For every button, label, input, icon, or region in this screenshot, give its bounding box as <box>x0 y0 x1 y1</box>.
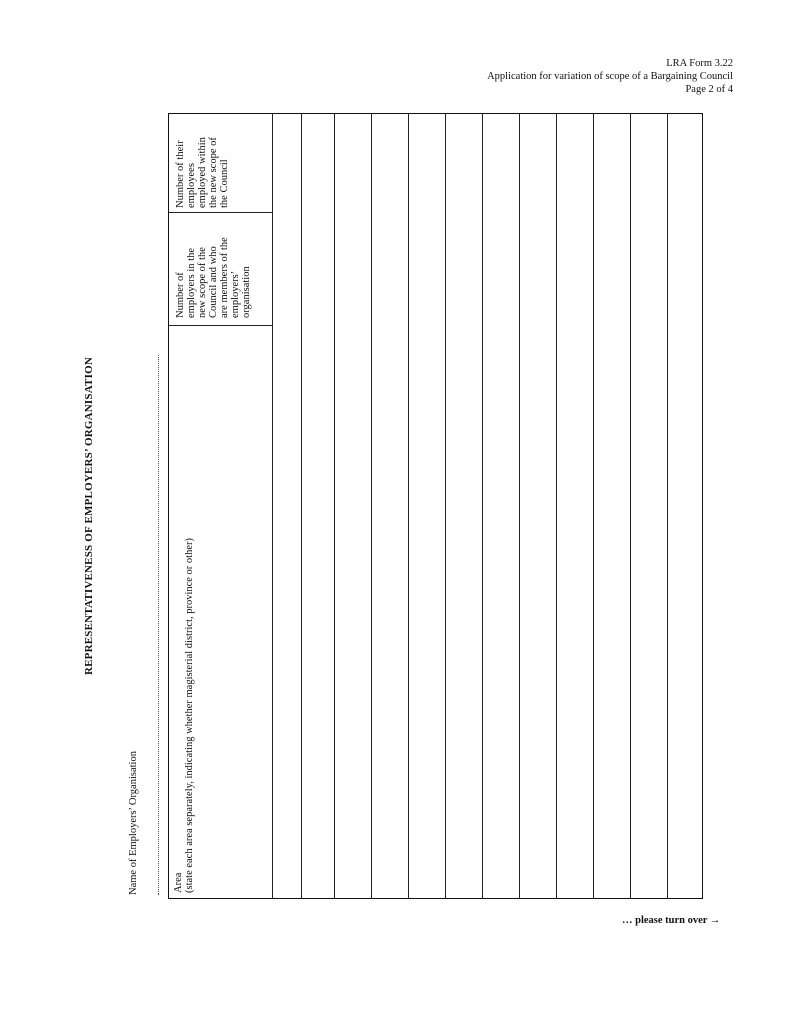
employers-header-line: employers’ <box>230 270 241 318</box>
column-divider <box>371 114 372 898</box>
area-header-title: Area <box>173 872 184 893</box>
page-number: Page 2 of 4 <box>685 84 733 95</box>
org-name-label: Name of Employers’ Organisation <box>128 751 139 895</box>
employers-header-line: Council and who <box>208 246 219 318</box>
column-divider <box>272 114 273 898</box>
column-divider <box>667 114 668 898</box>
page-title: REPRESENTATIVENESS OF EMPLOYERS’ ORGANISATION <box>83 357 95 675</box>
employees-column-header <box>175 116 230 208</box>
column-divider <box>334 114 335 898</box>
form-title: Application for variation of scope of a Bargaining Council <box>487 71 733 82</box>
turn-over-note: … please turn over → <box>622 915 721 926</box>
column-divider <box>445 114 446 898</box>
employees-header-line: employed within <box>197 137 208 208</box>
org-name-field[interactable] <box>148 355 159 895</box>
employees-header-line: the Council <box>219 159 230 208</box>
employers-header-line: employers in the <box>186 248 197 318</box>
column-divider <box>593 114 594 898</box>
employers-header-line: new scope of the <box>197 247 208 318</box>
column-divider <box>301 114 302 898</box>
employers-header-line: organisation <box>241 266 252 318</box>
column-divider <box>630 114 631 898</box>
column-divider <box>519 114 520 898</box>
employees-header-line: employees <box>186 163 197 208</box>
column-divider <box>482 114 483 898</box>
form-number: LRA Form 3.22 <box>666 58 733 69</box>
form-header <box>487 57 733 96</box>
employees-header-line: Number of their <box>175 140 186 208</box>
employees-header-line: the new scope of <box>208 137 219 208</box>
area-header-note: (state each area separately, indicating whether magisterial district, province or other) <box>184 538 195 893</box>
employers-column-header <box>175 208 252 318</box>
employers-header-line: are members of the <box>219 237 230 318</box>
column-divider <box>556 114 557 898</box>
column-divider <box>408 114 409 898</box>
employers-header-line: Number of <box>175 272 186 318</box>
